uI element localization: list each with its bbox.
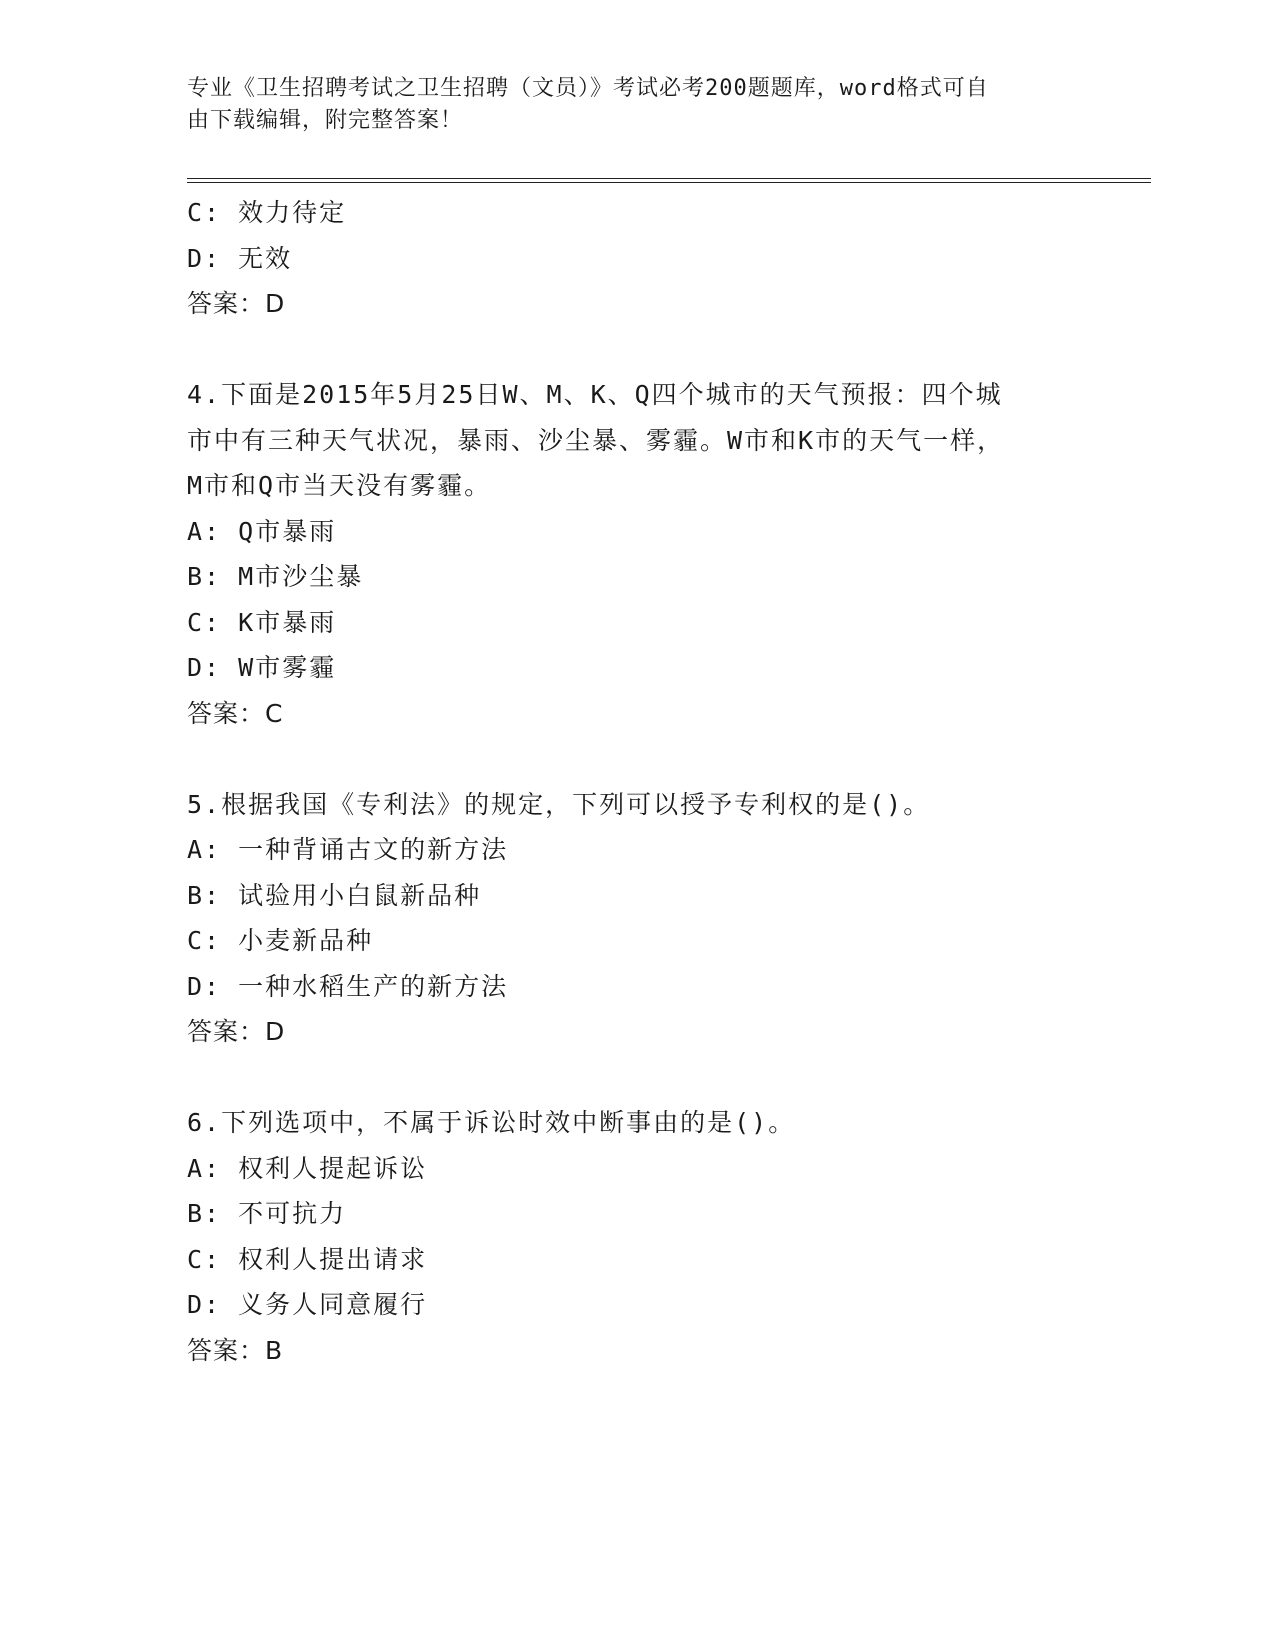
question-stem: 4.下面是2015年5月25日W、M、K、Q四个城市的天气预报：四个城 (187, 380, 1003, 409)
question-stem: 市中有三种天气状况，暴雨、沙尘暴、雾霾。W市和K市的天气一样， (187, 425, 1005, 455)
option-b: B: M市沙尘暴 (187, 562, 364, 591)
option-a: A: 权利人提起诉讼 (187, 1153, 428, 1183)
option-d: D: 一种水稻生产的新方法 (187, 971, 509, 1001)
option-c: C: 小麦新品种 (187, 926, 374, 955)
answer: 答案：C (187, 698, 284, 728)
header-line-1: 专业《卫生招聘考试之卫生招聘（文员）》考试必考200题题库，word格式可自 (187, 76, 989, 101)
answer: 答案：B (187, 1335, 284, 1365)
question-list (187, 190, 1087, 1373)
question-stem: 6.下列选项中，不属于诉讼时效中断事由的是()。 (187, 1108, 796, 1137)
question-6 (187, 1100, 1087, 1373)
answer: 答案：D (187, 1017, 286, 1046)
option-d: D: W市雾霾 (187, 653, 337, 682)
option-c: C: 权利人提出请求 (187, 1244, 428, 1274)
header-divider-top (187, 178, 1151, 179)
option-d: D: 义务人同意履行 (187, 1290, 428, 1319)
option-a: A: Q市暴雨 (187, 516, 337, 546)
document-header (187, 73, 1067, 137)
option-c: C: 效力待定 (187, 198, 347, 227)
question-3-tail (187, 190, 1087, 327)
header-line-2: 由下载编辑，附完整答案！ (187, 108, 464, 133)
option-d: D: 无效 (187, 243, 293, 273)
header-divider-bottom (187, 182, 1151, 183)
question-stem: M市和Q市当天没有雾霾。 (187, 471, 492, 500)
option-b: B: 试验用小白鼠新品种 (187, 880, 482, 910)
option-c: C: K市暴雨 (187, 607, 337, 637)
option-a: A: 一种背诵古文的新方法 (187, 835, 509, 864)
question-stem: 5.根据我国《专利法》的规定，下列可以授予专利权的是()。 (187, 789, 931, 819)
answer: 答案：D (187, 289, 286, 318)
question-4 (187, 372, 1087, 736)
question-5 (187, 782, 1087, 1055)
option-b: B: 不可抗力 (187, 1199, 347, 1228)
